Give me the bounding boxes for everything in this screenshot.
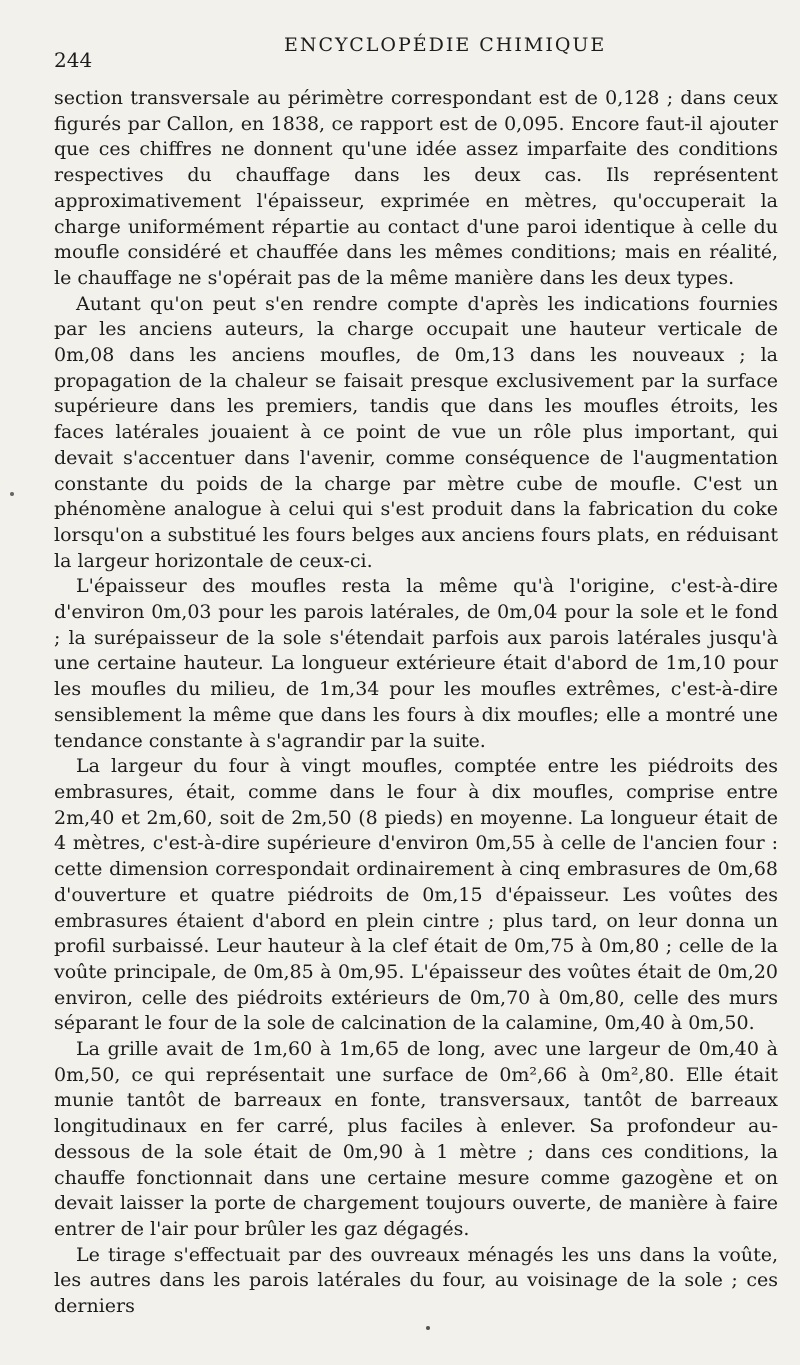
paragraph: section transversale au périmètre correspondant est de 0,128 ; dans ceux figurés par Callon, en 1838, ce rapport est de 0,095. Encore faut-il ajouter que ces chiffres ne donnent qu'une idée assez imparfaite des conditions respectives du chauffage dans les deux cas. Ils représentent approximativement l'épaisseur, exprimée en mètres, qu'occuperait la charge uniformément répartie au contact d'une paroi identique à celle du moufle considéré et chauffée dans les mêmes conditions; mais en réalité, le chauffage ne s'opérait pas de la même manière dans les deux types. <box>54 87 778 289</box>
paragraph: La largeur du four à vingt moufles, comptée entre les piédroits des embrasures, était, comme dans le four à dix moufles, comprise entre 2m,40 et 2m,60, soit de 2m,50 (8 pieds) en moyenne. La longueur était de 4 mètres, c'est-à-dire supérieure d'environ 0m,55 à celle de l'ancien four : cette dimension correspondait ordinairement à cinq embrasures de 0m,68 d'ouverture et quatre piédroits de 0m,15 d'épaisseur. Les voûtes des embrasures étaient d'abord en plein cintre ; plus tard, on leur donna un profil surbaissé. Leur hauteur à la clef était de 0m,75 à 0m,80 ; celle de la voûte principale, de 0m,85 à 0m,95. L'épaisseur des voûtes était de 0m,20 environ, celle des piédroits extérieurs de 0m,70 à 0m,80, celle des murs séparant le four de la sole de calcination de la calamine, 0m,40 à 0m,50. <box>54 755 778 1035</box>
paragraph: L'épaisseur des moufles resta la même qu'à l'origine, c'est-à-dire d'environ 0m,03 pour les parois latérales, de 0m,04 pour la sole et le fond ; la surépaisseur de la sole s'étendait parfois aux parois latérales jusqu'à une certaine hauteur. La longueur extérieure était d'abord de 1m,10 pour les moufles du milieu, de 1m,34 pour les moufles extrêmes, c'est-à-dire sensiblement la même que dans les fours à dix moufles; elle a montré une tendance constante à s'agrandir par la suite. <box>54 575 778 752</box>
page-header <box>54 30 778 72</box>
body-text <box>54 86 778 1320</box>
paragraph: Autant qu'on peut s'en rendre compte d'après les indications fournies par les anciens auteurs, la charge occupait une hauteur verticale de 0m,08 dans les anciens moufles, de 0m,13 dans les nouveaux ; la propagation de la chaleur se faisait presque exclusivement par la surface supérieure dans les premiers, tandis que dans les moufles étroits, les faces latérales jouaient à ce point de vue un rôle plus important, qui devait s'accentuer dans l'avenir, comme conséquence de l'augmentation constante du poids de la charge par mètre cube de moufle. C'est un phénomène analogue à celui qui s'est produit dans la fabrication du coke lorsqu'on a substitué les fours belges aux anciens fours plats, en réduisant la largeur horizontale de ceux-ci. <box>54 292 778 572</box>
margin-mark <box>10 492 14 496</box>
paragraph: La grille avait de 1m,60 à 1m,65 de long, avec une largeur de 0m,40 à 0m,50, ce qui représentait une surface de 0m²,66 à 0m²,80. Elle était munie tantôt de barreaux en fonte, transversaux, tantôt de barreaux longitudinaux en fer carré, plus faciles à enlever. Sa profondeur au-dessous de la sole était de 0m,90 à 1 mètre ; dans ces conditions, la chauffe fonctionnait dans une certaine mesure comme gazogène et on devait laisser la porte de chargement toujours ouverte, de manière à faire entrer de l'air pour brûler les gaz dégagés. <box>54 1038 778 1240</box>
running-title: ENCYCLOPÉDIE CHIMIQUE <box>284 34 607 56</box>
paragraph: Le tirage s'effectuait par des ouvreaux ménagés les uns dans la voûte, les autres dans les parois latérales du four, au voisinage de la sole ; ces derniers <box>54 1243 778 1318</box>
page-number: 244 <box>54 48 93 72</box>
page-footer-mark <box>426 1326 430 1330</box>
